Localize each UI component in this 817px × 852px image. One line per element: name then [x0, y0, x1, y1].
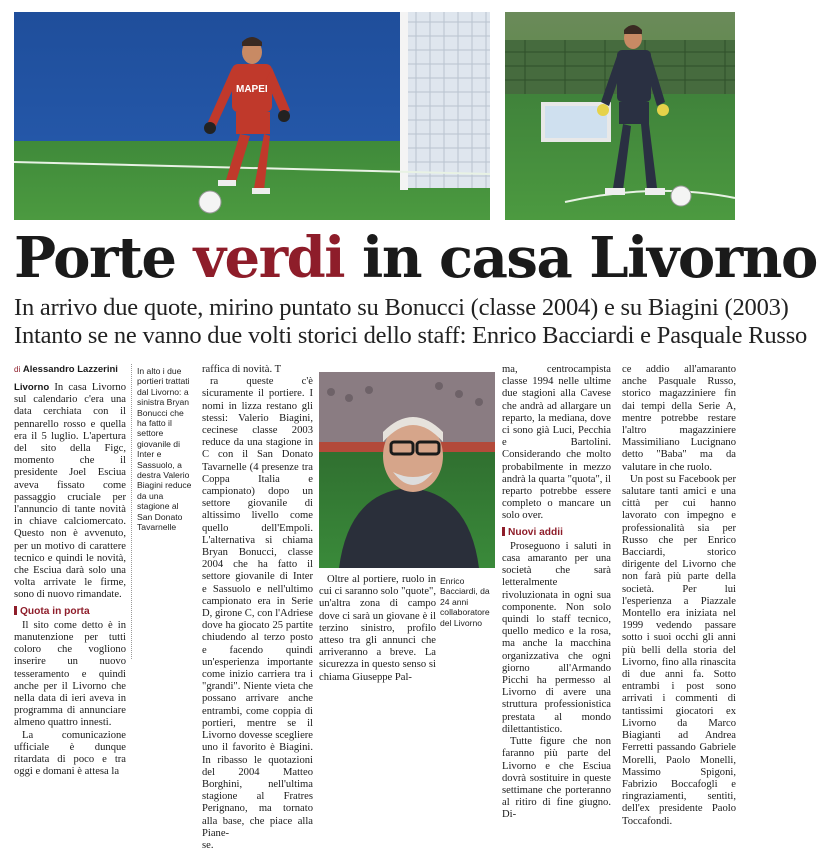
article-column-4 [502, 364, 611, 822]
article-column-1 [14, 364, 126, 779]
section-heading: Quota in porta [14, 606, 126, 618]
bacciardi-illustration [319, 372, 495, 568]
paragraph [14, 382, 126, 602]
paragraph-text: In casa Livorno sul calendario c'era una data cerchiata con il pennarello rosso e quella era il 5 luglio. L'apertura del sito della Figc, momento che il presidente Joel Esciua aveva fissato come passaggio cruciale per l'annuncio di tante novità in chiave calciomercato. Questo non è avvenuto, per un motivo di carattere tecnico e quindi le novità, che Esciua darà solo una volta arrivate le firme, sono di nuovo rimandate. [14, 382, 126, 601]
paragraph: Un post su Facebook per salutare tanti amici e una città per cui hanno lavorato con impegno e professionalità sia per Russo che per Enrico Bacciardi, storico dirigente del Livorno che non farà più parte della società. Per lui l'esperienza a Piazzale Montello era iniziata nel 1999 vedendo passare sotto i suoi occhi gli anni più belli della storia del Livorno, fino alla rinascita di due anni fa. Sotto entrambi i post sono arrivati i commenti di tantissimi giocatori ex Livorno da Marco Biagianti ad Andrea Ferretti passando Gabriele Morelli, Paolo Monelli, Massimo Spigoni, Fabrizio Boccafogli e ringraziamenti, sentiti, dell'ex presidente Paolo Toccafondi. [622, 473, 736, 827]
article-column-3 [319, 574, 436, 684]
headline-part1: Porte [14, 225, 194, 291]
lead-word: Livorno [14, 382, 50, 393]
mid-photo-caption: Enrico Bacciardi, da 24 anni collaboratore del Livorno [440, 576, 490, 628]
headline-part2: in casa Livorno [344, 225, 817, 291]
subheadline-line-1: In arrivo due quote, mirino puntato su Bonucci (classe 2004) e su Biagini (2003) [14, 294, 789, 321]
byline-author: Alessandro Lazzerini [22, 364, 118, 375]
photo-caption: In alto i due portieri trattati dal Livorno: a sinistra Bryan Bonucci che ha fatto il settore giovanile di Inter e Sassuolo, a destra Valerio Biagini reduce da una stagione al San Donato Tavarnelle [137, 366, 192, 533]
paragraph: raffica di novità. T [202, 364, 282, 375]
paragraph: ce addio all'amaranto anche Pasquale Russo, storico magazziniere fin dai tempi della Serie A, mentre potrebbe restare l'altro magazziniere Massimiliano Lucignano detto "Baba" ma da valutare in che ruolo. [622, 364, 736, 473]
photo-goalkeeper-right [505, 12, 735, 220]
photo-goalkeeper-left [14, 12, 490, 220]
byline [14, 364, 126, 376]
headline [14, 225, 817, 291]
goalkeeper-right-illustration [505, 12, 735, 220]
paragraph: Il sito come detto è in manutenzione per tutti coloro che vogliono inserire un nuovo tesseramento e quindi anche per il Livorno che nella data di ieri aveva in programma di annunciare almeno quattro innesti. [14, 619, 126, 729]
paragraph: ra queste c'è sicuramente il portiere. I nomi in lizza restano gli stessi: Valerio Biagini, cecinese classe 2003 reduce da una stagione in C con il San Donato Tavarnelle (4 presenze tra Coppa Italia e campionato) dopo un settore giovanile di altissimo livello come quello dell'Empoli. L'alternativa si chiama Bryan Bonucci, classe 2004 che ha fatto il settore giovanile di Inter e Sassuolo e nell'ultimo campionato era in Serie D, girone C, con l'Adriese dove ha giocato 25 partite chiudendo al terzo posto e facendo quindi un'esperienza importante come inizio carriera tra i "grandi". Niente vieta che possano arrivare anche entrambi, come coppia di portieri, mentre se il Livorno dovesse scegliere uno il favorito è Biagini. In ribasso le quotazioni del 2004 Matteo Borghini, nell'ultima stagione al Fratres Perignano, ma tornato alla base, che piace alla Piane- [202, 376, 313, 839]
jersey-sponsor: MAPEI [236, 84, 268, 95]
subheadline-line-2: Intanto se ne vanno due volti storici dello staff: Enrico Bacciardi e Pasquale Russo [14, 322, 808, 349]
paragraph: Proseguono i saluti in casa amaranto per una società che sarà letteralmente rivoluzionata in ogni sua componente. Non solo quindi lo staff tecnico, quello medico e la rosa, ma anche la macchina organizzativa che ogni giorno all'Armando Picchi ha permesso al Livorno di avere una struttura professionistica prestata al mondo dilettantistico. [502, 540, 611, 735]
headline-accent: verdi [193, 225, 345, 291]
article-column-5 [622, 364, 736, 828]
paragraph: ma, centrocampista classe 1994 nelle ultime due stagioni alla Cavese che andrà ad allargare un reparto, la mediana, dove ci sono già Luci, Pecchia e Bartolini. Considerando che molto probabilmente in mezzo andrà la quarta "quota", il reparto potrebbe essere completo o mancare un solo over. [502, 364, 611, 522]
paragraph: La comunicazione ufficiale è dunque ritardata di poco e tra oggi e domani è attesa la [14, 729, 126, 778]
article-column-2 [202, 364, 313, 852]
column-divider [131, 364, 132, 659]
paragraph: se. [202, 839, 214, 851]
section-heading: Nuovi addii [502, 527, 611, 539]
goalkeeper-left-illustration [14, 12, 490, 220]
paragraph: Oltre al portiere, ruolo in cui ci saranno solo "quote", un'altra zona di campo dove ci sarà un giovane è il terzino sinistro, profilo atteso tra gli annunci che arriveranno a breve. La sicurezza in questo senso si chiama Giuseppe Pal- [319, 574, 436, 683]
paragraph: Tutte figure che non faranno più parte del Livorno e che Esciua dovrà sostituire in queste settimane che porteranno al ritiro di fine giugno. Di- [502, 736, 611, 821]
photo-enrico-bacciardi [319, 372, 495, 568]
byline-prefix: di [14, 365, 21, 374]
